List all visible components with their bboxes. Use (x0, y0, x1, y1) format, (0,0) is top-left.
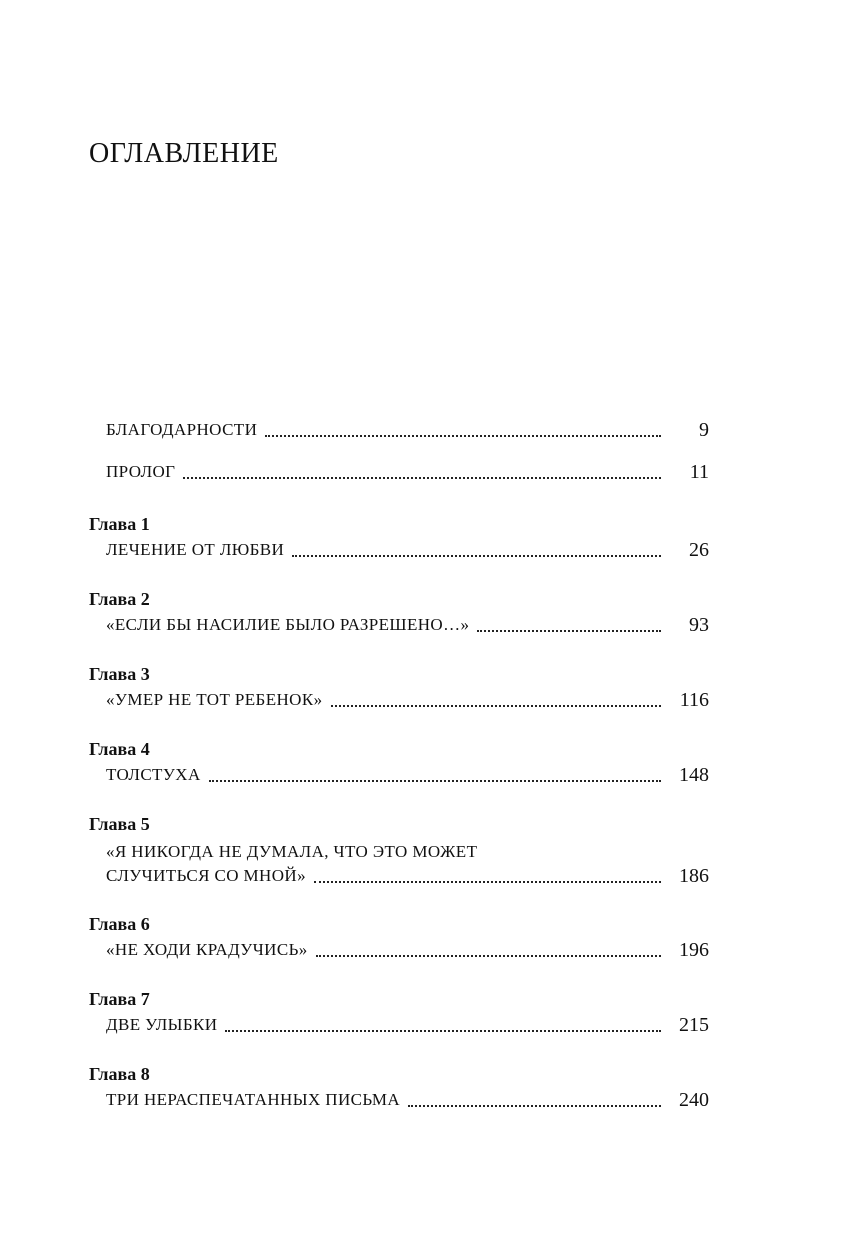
toc-page-number: 240 (679, 1089, 709, 1111)
toc-entry-chapter-2 (89, 587, 709, 662)
toc-line[interactable] (106, 936, 709, 966)
toc-page-number: 116 (679, 689, 709, 711)
dot-leader (225, 1030, 661, 1032)
toc-line[interactable] (106, 1011, 709, 1041)
toc-entry-title: БЛАГОДАРНОСТИ (106, 420, 258, 439)
toc-entry-title: ДВЕ УЛЫБКИ (106, 1015, 218, 1034)
toc-page-number: 93 (689, 614, 709, 636)
table-of-contents (89, 412, 709, 1137)
toc-entry-chapter-6 (89, 912, 709, 987)
chapter-label: Глава 7 (89, 989, 150, 1009)
chapter-label: Глава 2 (89, 589, 150, 609)
dot-leader (331, 705, 661, 707)
toc-entry-chapter-4 (89, 737, 709, 812)
toc-entry-title: СЛУЧИТЬСЯ СО МНОЙ» (106, 866, 306, 885)
toc-entry-chapter-3 (89, 662, 709, 737)
chapter-label: Глава 8 (89, 1064, 150, 1084)
toc-page-number: 11 (689, 461, 709, 483)
toc-page-number: 26 (689, 539, 709, 561)
toc-line[interactable] (106, 866, 709, 892)
toc-entry-title: ТОЛСТУХА (106, 765, 201, 784)
chapter-label: Глава 3 (89, 664, 150, 684)
dot-leader (183, 477, 661, 479)
toc-page-number: 148 (679, 764, 709, 786)
toc-entry-chapter-7 (89, 987, 709, 1062)
toc-entry-title: ЛЕЧЕНИЕ ОТ ЛЮБВИ (106, 540, 285, 559)
dot-leader (265, 435, 661, 437)
dot-leader (316, 955, 661, 957)
toc-page-number: 186 (679, 865, 709, 887)
toc-page-number: 196 (679, 939, 709, 961)
toc-entry-chapter-8 (89, 1062, 709, 1137)
toc-entry-title: «ЕСЛИ БЫ НАСИЛИЕ БЫЛО РАЗРЕШЕНО…» (106, 615, 470, 634)
toc-entry-chapter-5 (89, 812, 709, 912)
toc-line[interactable] (106, 412, 709, 446)
toc-entry-acknowledgements (89, 412, 709, 454)
toc-entry-chapter-1 (89, 512, 709, 587)
chapter-label: Глава 5 (89, 814, 150, 834)
dot-leader (314, 881, 661, 883)
dot-leader (209, 780, 661, 782)
toc-entry-title-first-line[interactable]: «Я НИКОГДА НЕ ДУМАЛА, ЧТО ЭТО МОЖЕТ (106, 842, 478, 861)
toc-entry-title: «УМЕР НЕ ТОТ РЕБЕНОК» (106, 690, 323, 709)
toc-entry-title: ТРИ НЕРАСПЕЧАТАННЫХ ПИСЬМА (106, 1090, 401, 1109)
toc-line[interactable] (106, 761, 709, 791)
toc-page-number: 215 (679, 1014, 709, 1036)
dot-leader (477, 630, 661, 632)
chapter-label: Глава 4 (89, 739, 150, 759)
toc-line[interactable] (106, 611, 709, 641)
toc-line[interactable] (106, 1086, 709, 1116)
page-title: ОГЛАВЛЕНИЕ (89, 138, 279, 169)
toc-line[interactable] (106, 686, 709, 716)
toc-entry-title: «НЕ ХОДИ КРАДУЧИСЬ» (106, 940, 308, 959)
toc-line[interactable] (106, 454, 709, 488)
chapter-label: Глава 6 (89, 914, 150, 934)
toc-page-number: 9 (699, 419, 709, 441)
toc-entry-prologue (89, 454, 709, 504)
dot-leader (408, 1105, 661, 1107)
toc-line[interactable] (106, 536, 709, 566)
toc-entry-title: ПРОЛОГ (106, 462, 176, 481)
dot-leader (292, 555, 661, 557)
chapter-label: Глава 1 (89, 514, 150, 534)
